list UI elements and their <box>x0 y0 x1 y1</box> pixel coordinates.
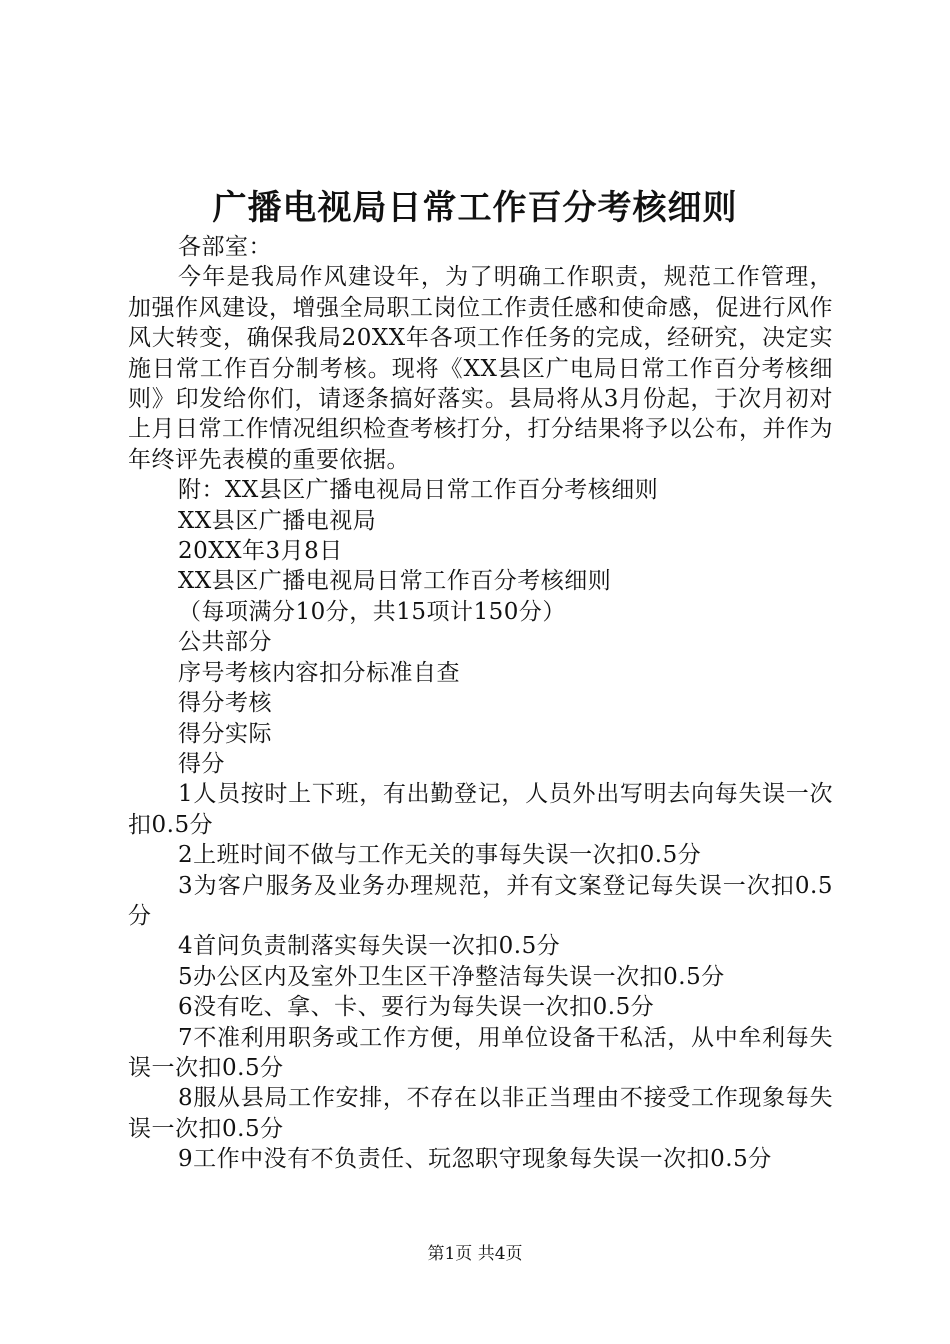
list-item: 4首问负责制落实每失误一次扣0.5分 <box>178 933 561 960</box>
list-item: 5办公区内及室外卫生区干净整洁每失误一次扣0.5分 <box>178 963 725 990</box>
list-item: 2上班时间不做与工作无关的事每失误一次扣0.5分 <box>178 842 702 869</box>
document-body <box>128 232 833 1175</box>
list-item: 1人员按时上下班，有出勤登记，人员外出写明去向每失误一次扣0.5分 <box>128 781 833 838</box>
paragraph-intro: 今年是我局作风建设年，为了明确工作职责，规范工作管理，加强作风建设，增强全局职工岗位工作责任感和使命感，促进行风作风大转变，确保我局20XX年各项工作任务的完成，经研究，决定实施日常工作百分制考核。现将《XX县区广电局日常工作百分考核细则》印发给你们，请逐条搞好落实。县局将从3月份起，于次月初对上月日常工作情况组织检查考核打分，打分结果将予以公布，并作为年终评先表模的重要依据。 <box>128 264 833 473</box>
paragraph-attachment: 附：XX县区广播电视局日常工作百分考核细则 <box>178 477 659 504</box>
list-item: 8服从县局工作安排，不存在以非正当理由不接受工作现象每失误一次扣0.5分 <box>128 1085 833 1142</box>
paragraph-date: 20XX年3月8日 <box>178 538 343 565</box>
paragraph-section-public: 公共部分 <box>178 629 272 656</box>
page-footer: 第1页 共4页 <box>427 1244 523 1264</box>
paragraph-issuer: XX县区广播电视局 <box>178 507 377 534</box>
list-item: 6没有吃、拿、卡、要行为每失误一次扣0.5分 <box>178 994 655 1021</box>
paragraph-table-header-4: 得分 <box>178 750 225 777</box>
list-item: 3为客户服务及业务办理规范，并有文案登记每失误一次扣0.5分 <box>128 872 833 929</box>
list-item: 7不准利用职务或工作方便，用单位设备干私活，从中牟利每失误一次扣0.5分 <box>128 1024 833 1081</box>
document-title: 广播电视局日常工作百分考核细则 <box>212 188 738 228</box>
paragraph-table-header: 序号考核内容扣分标准自查 <box>178 659 460 686</box>
paragraph-table-header-2: 得分考核 <box>178 690 272 717</box>
paragraph-salutation: 各部室： <box>178 234 272 260</box>
paragraph-subtitle: XX县区广播电视局日常工作百分考核细则 <box>178 568 612 595</box>
paragraph-table-header-3: 得分实际 <box>178 720 272 747</box>
paragraph-score-note: （每项满分10分，共15项计150分） <box>178 598 566 625</box>
list-item: 9工作中没有不负责任、玩忽职守现象每失误一次扣0.5分 <box>178 1146 772 1173</box>
